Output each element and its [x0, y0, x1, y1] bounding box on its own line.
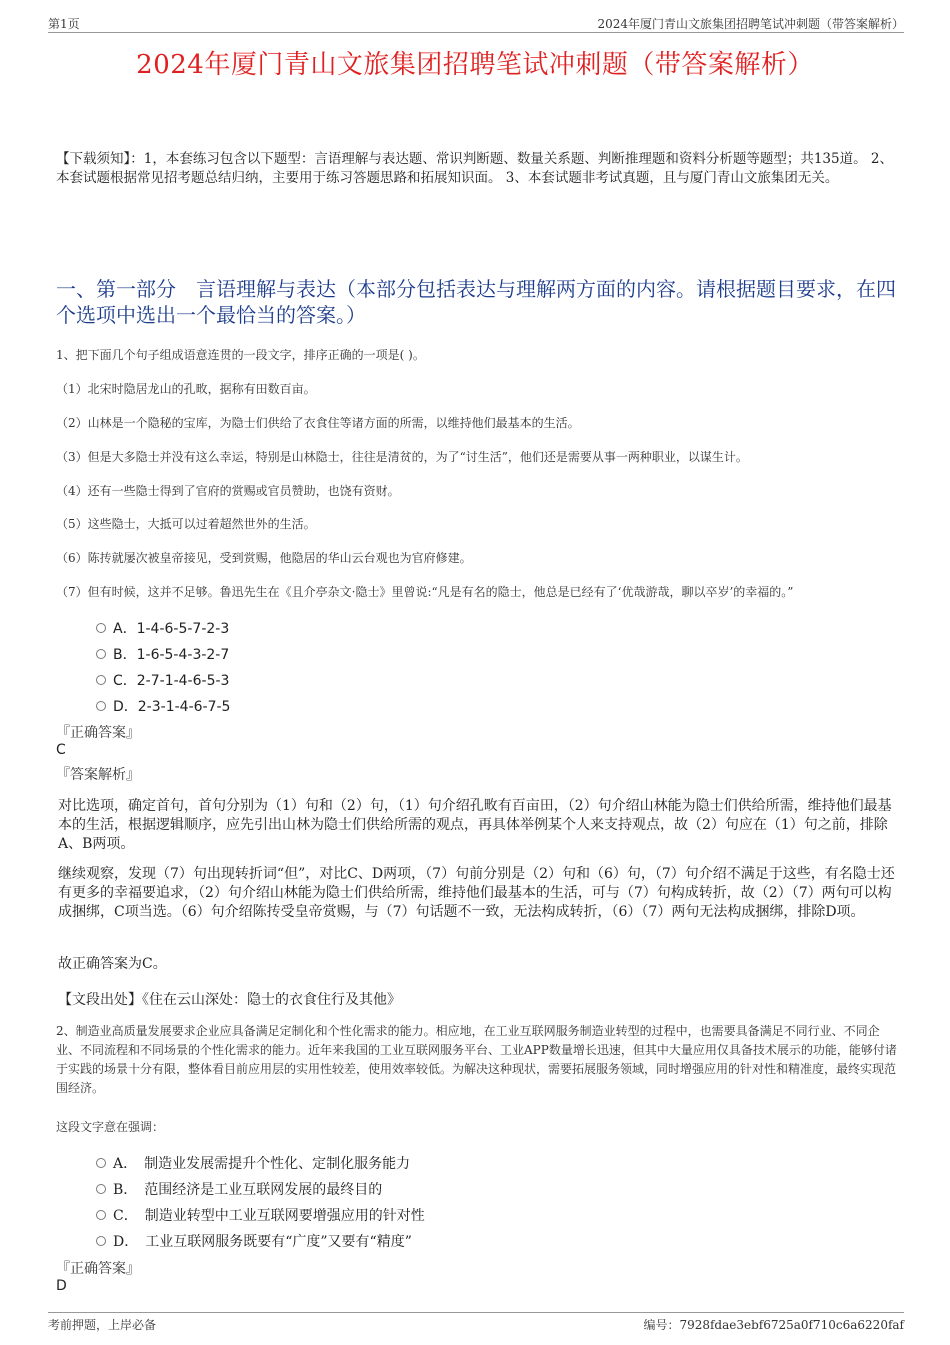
- header-doc-title: 2024年厦门青山文旅集团招聘笔试冲刺题（带答案解析）: [597, 17, 904, 31]
- q1-answer: C: [56, 742, 66, 758]
- radio-icon[interactable]: [96, 701, 106, 711]
- q1-analysis-paragraph: 对比选项，确定首句，首句分别为（1）句和（2）句，（1）句介绍孔畋有百亩田，（2）句介绍山林能为隐士们供给所需，维持他们最基本的生活，根据逻辑顺序，应先引出山林为隐士们供给所需的观点，再具体举例某个人来支持观点，故（2）句应在（1）句之前，排除A、B两项。: [58, 798, 892, 852]
- q1-sentence: （2）山林是一个隐秘的宝库，为隐士们供给了衣食住等诸方面的所需，以维持他们最基本的生活。: [56, 416, 580, 430]
- q2-option-a[interactable]: A． 制造业发展需提升个性化、定制化服务能力: [96, 1153, 410, 1173]
- q1-sentence: （3）但是大多隐士并没有这么幸运，特别是山林隐士，往往是清贫的，为了“讨生活”，他们还是需要从事一两种职业，以谋生计。: [56, 450, 748, 464]
- q1-option-b[interactable]: B．1-6-5-4-3-2-7: [96, 644, 229, 664]
- page-number: 第1页: [48, 17, 80, 31]
- q2-option-b[interactable]: B． 范围经济是工业互联网发展的最终目的: [96, 1179, 382, 1199]
- radio-icon[interactable]: [96, 1236, 106, 1246]
- q2-question: 这段文字意在强调：: [56, 1120, 165, 1134]
- page-footer: [48, 1312, 904, 1333]
- radio-icon[interactable]: [96, 675, 106, 685]
- q1-sentence: （6）陈抟就屡次被皇帝接见，受到赏赐，他隐居的华山云台观也为官府修建。: [56, 551, 472, 565]
- q1-sentence: （4）还有一些隐士得到了官府的赏赐或官员赞助，也饶有资财。: [56, 484, 400, 498]
- q2-option-c[interactable]: C． 制造业转型中工业互联网要增强应用的针对性: [96, 1205, 425, 1225]
- q1-sentence: （5）这些隐士，大抵可以过着超然世外的生活。: [56, 517, 316, 531]
- q1-sentence: （7）但有时候，这并不足够。鲁迅先生在《且介亭杂文·隐士》里曾说:“凡是有名的隐士，他总是已经有了‘优哉游哉，聊以卒岁’的幸福的。”: [56, 585, 794, 599]
- radio-icon[interactable]: [96, 1210, 106, 1220]
- download-notice: 【下载须知】：1，本套练习包含以下题型：言语理解与表达题、常识判断题、数量关系题、判断推理题和资料分析题等题型；共135道。 2、本套试题根据常见招考题总结归纳，主要用于练习答题思路和拓展知识面。 3、本套试题非考试真题，且与厦门青山文旅集团无关。: [56, 151, 893, 186]
- radio-icon[interactable]: [96, 623, 106, 633]
- page-header: [48, 14, 904, 33]
- document-title: 2024年厦门青山文旅集团招聘笔试冲刺题（带答案解析）: [136, 50, 814, 80]
- q1-answer-label: 『正确答案』: [56, 725, 140, 741]
- q1-analysis-paragraph: 继续观察，发现（7）句出现转折词“但”，对比C、D两项，（7）句前分别是（2）句和（6）句，（7）句介绍不满足于这些，有名隐士还有更多的幸福要追求，（2）句介绍山林能为隐士们供给所需，维持他们最基本的生活，可与（7）句构成转折，故（2）（7）两句可以构成捆绑，C项当选。（6）句介绍陈抟受皇帝赏赐，与（7）句话题不一致，无法构成转折，（6）（7）两句无法构成捆绑，排除D项。: [58, 866, 895, 920]
- q1-stem: 1、把下面几个句子组成语意连贯的一段文字，排序正确的一项是( )。: [56, 348, 425, 362]
- q1-option-c[interactable]: C．2-7-1-4-6-5-3: [96, 670, 229, 690]
- q1-analysis-label: 『答案解析』: [56, 767, 140, 783]
- q1-source: 【文段出处】《住在云山深处：隐士的衣食住行及其他》: [58, 992, 401, 1008]
- q2-answer: D: [56, 1278, 67, 1294]
- radio-icon[interactable]: [96, 649, 106, 659]
- footer-serial: 编号：7928fdae3ebf6725a0f710c6a6220faf: [643, 1318, 904, 1332]
- footer-slogan: 考前押题，上岸必备: [48, 1318, 157, 1332]
- radio-icon[interactable]: [96, 1158, 106, 1168]
- q1-analysis-conclusion: 故正确答案为C。: [58, 956, 167, 972]
- q1-option-d[interactable]: D．2-3-1-4-6-7-5: [96, 696, 230, 716]
- section-heading: 一、第一部分 言语理解与表达（本部分包括表达与理解两方面的内容。请根据题目要求，在四个选项中选出一个最恰当的答案。）: [56, 277, 896, 327]
- q1-sentence: （1）北宋时隐居龙山的孔畋，据称有田数百亩。: [56, 382, 316, 396]
- q1-option-a[interactable]: A．1-4-6-5-7-2-3: [96, 618, 229, 638]
- q2-answer-label: 『正确答案』: [56, 1261, 140, 1277]
- q2-option-d[interactable]: D． 工业互联网服务既要有“广度”又要有“精度”: [96, 1231, 412, 1251]
- q2-stem: 2、制造业高质量发展要求企业应具备满足定制化和个性化需求的能力。相应地，在工业互联网服务制造业转型的过程中，也需要具备满足不同行业、不同企业、不同流程和不同场景的个性化需求的能力。近年来我国的工业互联网服务平台、工业APP数量增长迅速，但其中大量应用仅具备技术展示的功能，能够付诸于实践的场景十分有限，整体看目前应用层的实用性较差，使用效率较低。为解决这种现状，需要拓展服务领域，同时增强应用的针对性和精准度，最终实现范围经济。: [56, 1024, 897, 1095]
- radio-icon[interactable]: [96, 1184, 106, 1194]
